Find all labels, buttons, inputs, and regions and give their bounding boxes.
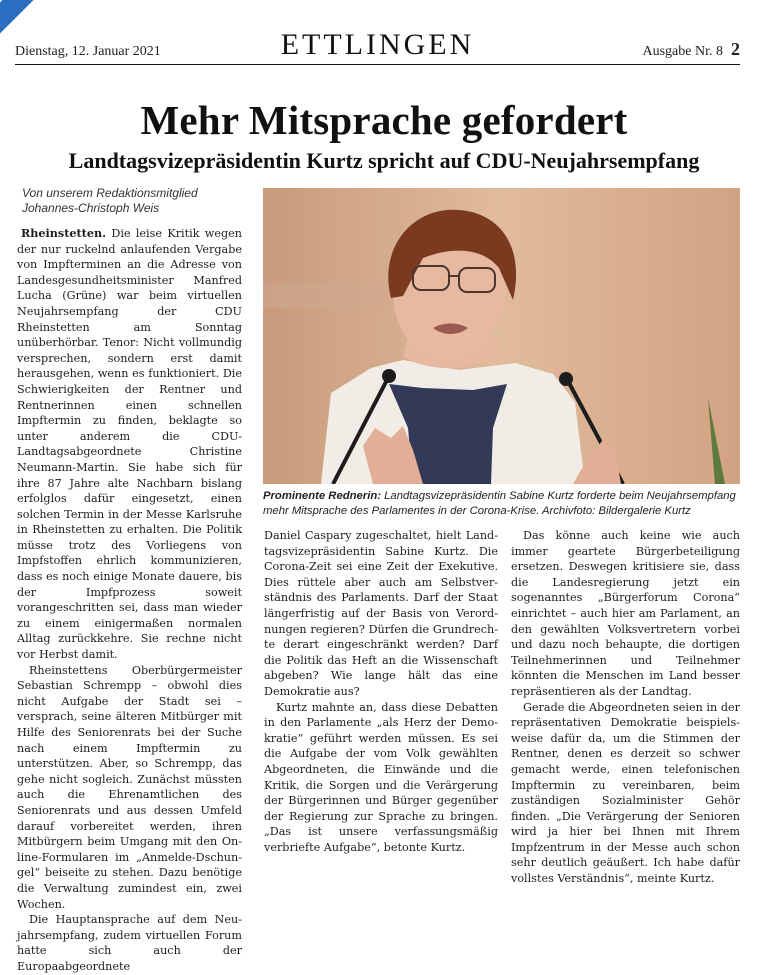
paragraph: Kurtz mahnte an, dass diese Debatten in den Parlamente „als Herz der Demokratie“ geführt werden müssen. Es sei die Aufgabe der vom Volk gewählten Abgeordneten, die Einwände und die Kritik, die Sorgen und die Verärgerung der Bürgerinnen und Bürger gegenüber der Regierung zur Sprache zu bringen. „Das ist unsere verfassungsmäßig verbriefte Aufgabe“, betonte Kurtz. bbox=[264, 700, 498, 854]
caption-lead: Prominente Rednerin: bbox=[263, 490, 382, 502]
background-blur bbox=[263, 283, 383, 308]
paragraph: Gerade die Abgeordneten seien in der repräsentativen Demokratie beispielsweise dafür da, um die Stimmen der Rentner, denen es derzeit so schwer gemacht werde, einen telefonischen Impftermin zu vereinbaren, beim zuständigen Sozialminister Gehör finden. „Die Verärgerung der Senioren wird ja hier bei Ihnen mit Ihrem Impfzentrum in der Messe auch schon sehr deutlich geäußert. Ich habe dafür vollstes Verständnis“, meinte Kurtz. bbox=[511, 700, 740, 886]
speaker-illustration bbox=[263, 188, 740, 484]
issue-info bbox=[643, 39, 741, 60]
page-number: 2 bbox=[731, 39, 740, 59]
masthead bbox=[15, 26, 740, 65]
dateline: Rheinstetten. bbox=[21, 226, 106, 240]
article-photo[interactable] bbox=[263, 188, 740, 484]
byline-role: Von unserem Redaktionsmitglied bbox=[22, 186, 198, 200]
article-column-1 bbox=[17, 226, 242, 975]
paragraph: Rheinstettens Oberbürgermeister Sebastian Schrempp – obwohl dies nicht Aufgabe der Stadt sei – versprach, seine älteren Mitbürger mit Hilfe des Seniorenrats bei der Suche nach einem Impftermin zu unterstützen. Aber, so Schrempp, das gehe nicht sogleich. Zunächst müssten auch die Ehrenamtlichen des Seniorenrats und aus dessen Umfeld darauf vorbereitet werden, ihren Mitbürgern beim Umgang mit den Online-Formularen im „Anmelde-Dschungel“ beiseite zu stehen. Dazu benötige die Verwaltung zumindest ein, zwei Wochen. bbox=[17, 663, 242, 911]
article-column-2 bbox=[264, 528, 498, 855]
newspaper-title: ETTLINGEN bbox=[280, 28, 475, 61]
photo-caption bbox=[263, 489, 753, 519]
paragraph: Die Hauptansprache auf dem Neujahrsempfang, zudem virtuellen Forum hatte sich auch der Europaabgeordnete bbox=[17, 913, 242, 973]
byline-author: Johannes-Christoph Weis bbox=[22, 201, 160, 215]
paragraph: Daniel Caspary zugeschaltet, hielt Landtagsvizepräsidentin Sabine Kurtz. Die Corona-Zeit sei eine Zeit der Exekutive. Dies rüttele aber auch am Selbstverständnis des Parlaments. Darf der Staat längerfristig auf der Basis von Verordnungen regieren? Dürfen die Grundrechte derart eingeschränkt werden? Darf die Politik das Heft an die Wissenschaft abgeben? Wie lange hält das eine Demokratie aus? bbox=[264, 529, 498, 698]
paragraph: Das könne auch keine wie auch immer geartete Bürgerbeteiligung ersetzen. Deswegen kritisiere sie, dass die Landesregierung jetzt ein sogenanntes „Bürgerforum Corona“ einrichtet – auch hier am Parlament, an den gewählten Volksvertretern vorbei und dazu noch behaupte, die dortigen Teilnehmerinnen und Teilnehmer könnten die Menschen im Land besser repräsentieren als der Landtag. bbox=[511, 529, 740, 698]
headline: Mehr Mitsprache gefordert bbox=[140, 97, 628, 143]
byline bbox=[22, 186, 252, 216]
paragraph bbox=[17, 226, 242, 663]
paragraph-text: Die leise Kritik wegen der nur ruckelnd anlaufenden Vergabe von Impfterminen an die Adresse von Landesgesundheitsminister Manfred Lucha (Grüne) war beim virtuellen Neujahrsempfang der CDU Rheinstetten am Sonntag unüberhörbar. Tenor: Nicht vollmundig versprechen, sondern erst damit herausgehen, wenn es funktioniert. Die Schwierigkeiten der Rentner und Rentnerinnen einen schnellen Impftermin zu finden, beklagte so unter anderem die CDU-Landtagsabgeordnete Christine Neumann-Martin. Sie habe sich für ihre 87 Jahre alte Nachbarn bislang erfolglos dafür eingesetzt, einen solchen Termin in der Messe Karlsruhe in Rheinstetten zu erhalten. Die Politik müsse trotz des Vorliegens von Impfstoffen ehrlich kommunizieren, dass es noch einige Monate dauere, bis der Impfprozess soweit vorangeschritten sei, dass man wieder zu einem einigermaßen normalen Alltag zurückkehre. Sie rechne nicht vor Herbst damit. bbox=[17, 227, 242, 662]
subheadline: Landtagsvizepräsidentin Kurtz spricht auf CDU-Neujahrsempfang bbox=[68, 148, 700, 173]
caption-text: Landtagsvizepräsidentin Sabine Kurtz forderte beim Neujahrsempfang mehr Mitsprache des Parlamentes in der Corona-Krise. Archivfoto: Bildergalerie Kurtz bbox=[263, 490, 736, 517]
issue-number: Ausgabe Nr. 8 bbox=[642, 44, 723, 59]
issue-date: Dienstag, 12. Januar 2021 bbox=[15, 44, 161, 59]
article-column-3 bbox=[511, 528, 740, 887]
